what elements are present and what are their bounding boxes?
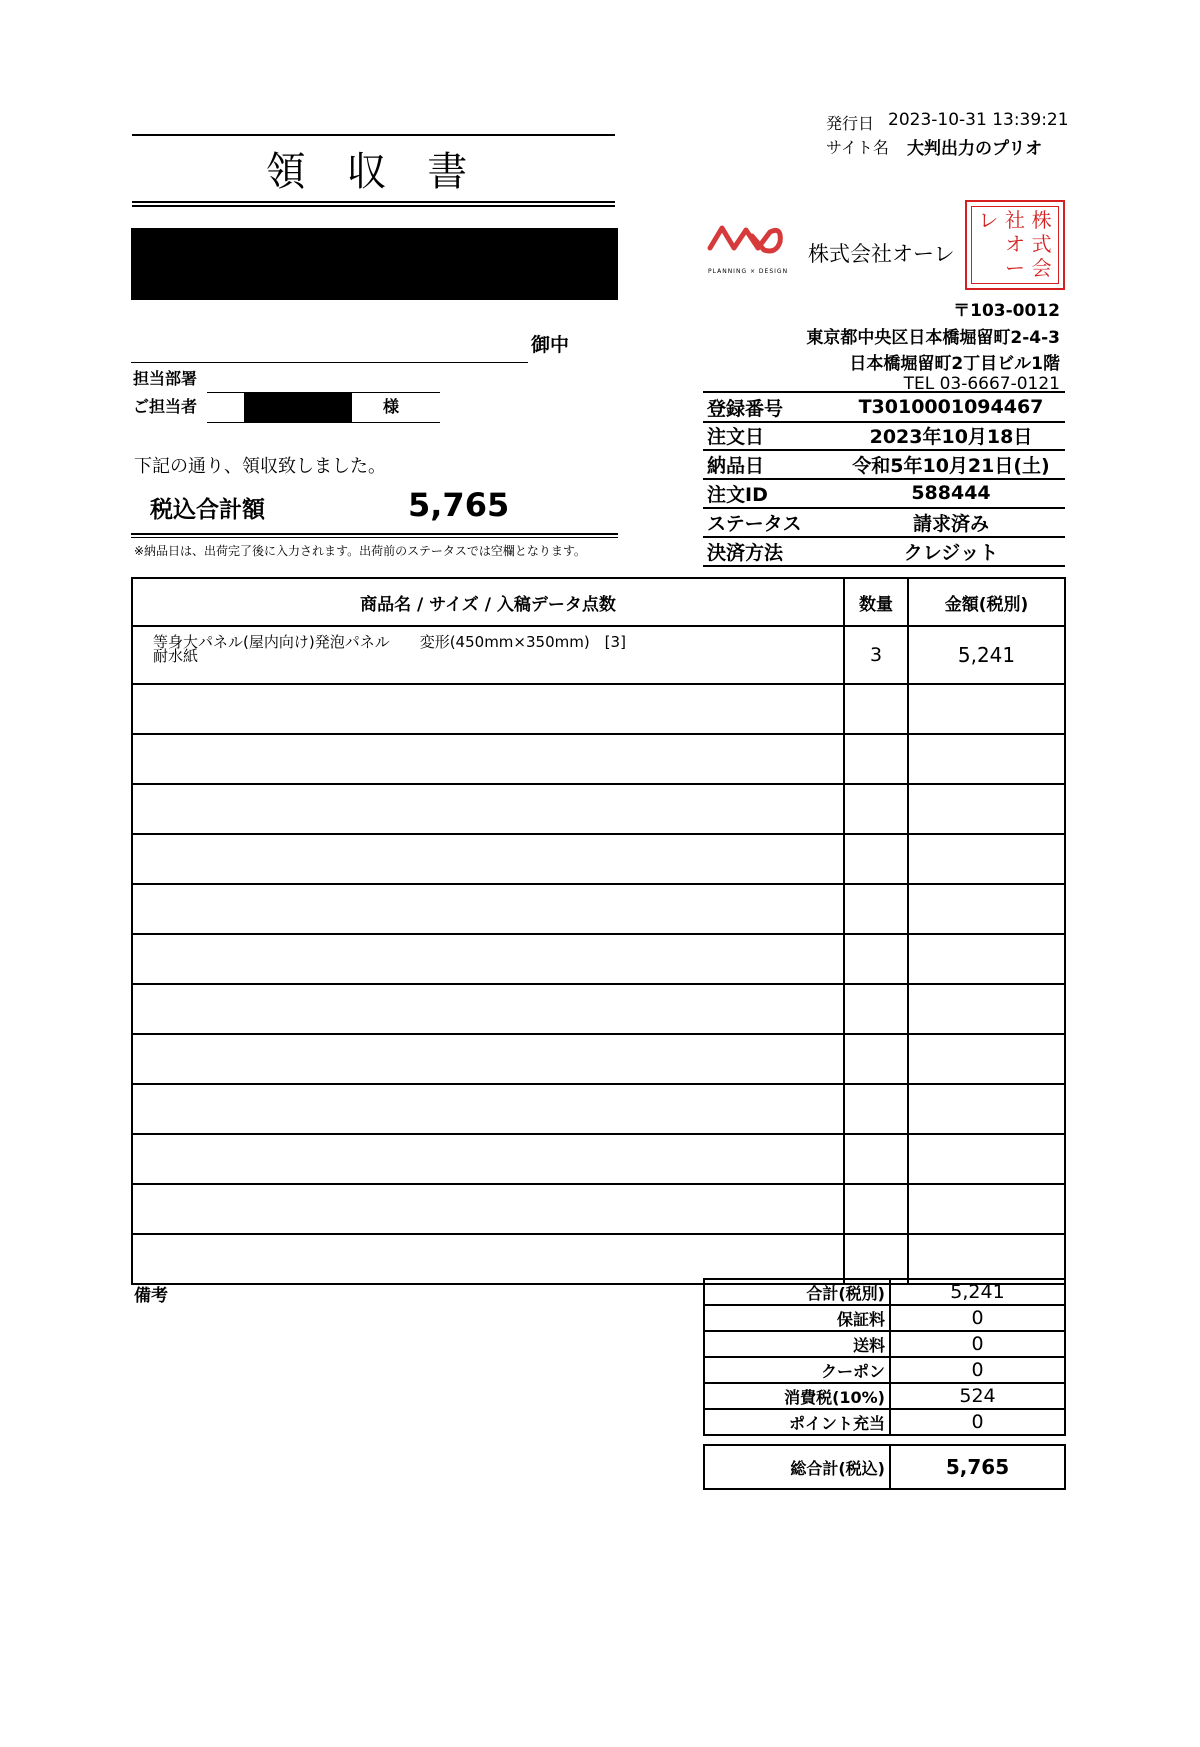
- company-tel: TEL 03-6667-0121: [903, 374, 1060, 394]
- redacted-recipient-name: [131, 228, 618, 300]
- totals-label: 合計(税別): [704, 1279, 890, 1305]
- info-row-order-date: [703, 421, 1065, 451]
- person-underline: [207, 422, 440, 423]
- company-address-1: 東京都中央区日本橋堀留町2-4-3: [806, 328, 1060, 348]
- item-name: [132, 626, 844, 684]
- totals-value: 0: [890, 1331, 1065, 1357]
- table-row-empty: [132, 1184, 1065, 1234]
- totals-label: クーポン: [704, 1357, 890, 1383]
- company-seal: 株 式 会 社 オ ー レ: [965, 200, 1065, 290]
- totals-row: [704, 1279, 1065, 1305]
- table-row-empty: [132, 1134, 1065, 1184]
- table-row-empty: [132, 784, 1065, 834]
- table-row: [132, 626, 1065, 684]
- header-amount: 金額(税別): [908, 578, 1065, 626]
- grand-total-table: [703, 1444, 1066, 1490]
- total-label: 税込合計額: [150, 497, 265, 523]
- items-header-row: [132, 578, 1065, 626]
- totals-row: [704, 1383, 1065, 1409]
- grand-total-row: [704, 1445, 1065, 1489]
- info-label: ステータス: [707, 512, 802, 535]
- total-rule: [131, 533, 618, 535]
- info-label: 納品日: [707, 454, 765, 477]
- totals-value: 0: [890, 1357, 1065, 1383]
- company-name: 株式会社オーレ: [808, 242, 955, 266]
- totals-label: 保証料: [704, 1305, 890, 1331]
- info-value: 令和5年10月21日(土): [852, 454, 1050, 477]
- person-label: ご担当者: [133, 397, 198, 416]
- table-row-empty: [132, 834, 1065, 884]
- redacted-person-name: [244, 392, 352, 422]
- person-top-rule: [207, 392, 440, 393]
- info-value: T3010001094467: [858, 396, 1044, 418]
- honorific-onchu: 御中: [531, 334, 570, 356]
- total-rule-2: [131, 537, 618, 538]
- company-logo: [706, 220, 786, 270]
- table-row-empty: [132, 884, 1065, 934]
- info-label: 注文日: [707, 425, 765, 448]
- grand-total-label: 総合計(税込): [704, 1445, 890, 1489]
- totals-row: [704, 1331, 1065, 1357]
- totals-label: 送料: [704, 1331, 890, 1357]
- info-value: 請求済み: [912, 512, 989, 535]
- site-label: サイト名: [826, 138, 889, 157]
- totals-row: [704, 1357, 1065, 1383]
- item-name-line2: 耐水紙: [153, 647, 199, 665]
- totals-row: [704, 1305, 1065, 1331]
- table-row-empty: [132, 1034, 1065, 1084]
- info-row-order-id: [703, 479, 1065, 509]
- totals-value: 524: [890, 1383, 1065, 1409]
- item-qty: 3: [844, 626, 908, 684]
- table-row-empty: [132, 1234, 1065, 1284]
- totals-label: ポイント充当: [704, 1409, 890, 1435]
- remarks-label: 備考: [134, 1286, 168, 1306]
- header-quantity: 数量: [844, 578, 908, 626]
- table-row-empty: [132, 734, 1065, 784]
- table-row-empty: [132, 684, 1065, 734]
- info-value: クレジット: [903, 541, 999, 564]
- issue-date: 2023-10-31 13:39:21: [888, 110, 1069, 130]
- issue-date-label: 発行日: [826, 114, 875, 133]
- recipient-underline: [131, 362, 528, 363]
- delivery-note: ※納品日は、出荷完了後に入力されます。出荷前のステータスでは空欄となります。: [134, 544, 586, 558]
- receipt-statement: 下記の通り、領収致しました。: [134, 456, 386, 477]
- site-name: 大判出力のプリオ: [907, 139, 1043, 159]
- title-bottom-rule-2: [132, 205, 615, 207]
- totals-value: 0: [890, 1409, 1065, 1435]
- table-row-empty: [132, 934, 1065, 984]
- info-value: 588444: [911, 482, 991, 504]
- totals-table: [703, 1278, 1066, 1436]
- info-label: 登録番号: [707, 397, 784, 420]
- total-amount: 5,765: [408, 486, 510, 524]
- item-name-line1: 等身大パネル(屋内向け)発泡パネル 変形(450mm×350mm) [3]: [153, 633, 626, 651]
- title-bottom-rule: [132, 201, 615, 203]
- info-label: 注文ID: [707, 483, 768, 506]
- items-table: [131, 577, 1066, 1285]
- info-label: 決済方法: [707, 541, 784, 564]
- company-postal: 〒103-0012: [953, 301, 1060, 321]
- item-amount: 5,241: [908, 626, 1065, 684]
- info-row-registration: [703, 391, 1065, 423]
- sama-label: 様: [383, 397, 400, 416]
- info-row-delivery-date: [703, 450, 1065, 480]
- totals-row: [704, 1409, 1065, 1435]
- totals-value: 0: [890, 1305, 1065, 1331]
- totals-label: 消費税(10%): [704, 1383, 890, 1409]
- title-top-rule: [132, 134, 615, 136]
- table-row-empty: [132, 1084, 1065, 1134]
- logo-subtext: PLANNING × DESIGN: [708, 268, 789, 275]
- department-label: 担当部署: [133, 369, 198, 388]
- document-title: 領 収 書: [265, 149, 482, 195]
- info-value: 2023年10月18日: [869, 425, 1033, 448]
- header-product: 商品名 / サイズ / 入稿データ点数: [132, 578, 844, 626]
- table-row-empty: [132, 984, 1065, 1034]
- info-row-status: [703, 508, 1065, 538]
- info-row-payment: [703, 537, 1065, 567]
- company-address-2: 日本橋堀留町2丁目ビル1階: [849, 354, 1060, 374]
- grand-total-value: 5,765: [890, 1445, 1065, 1489]
- totals-value: 5,241: [890, 1279, 1065, 1305]
